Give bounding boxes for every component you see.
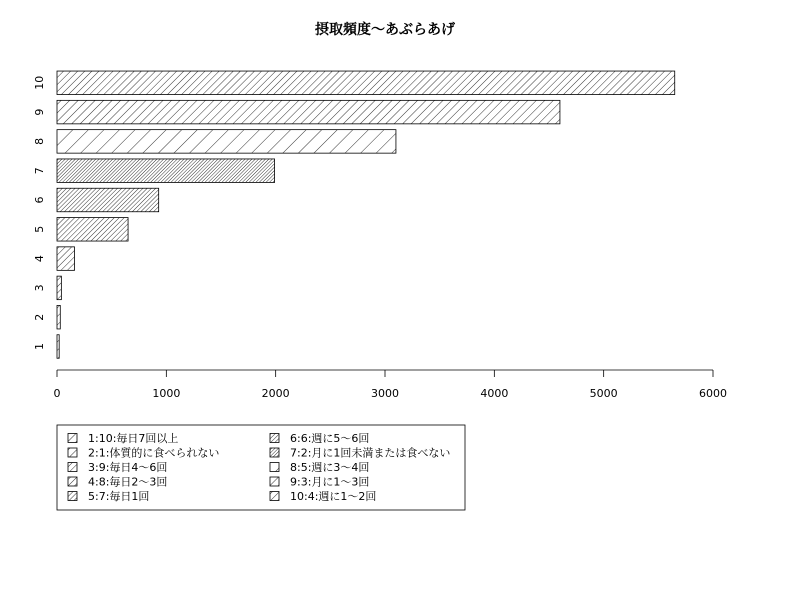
legend-label: 6:6:週に5〜6回	[290, 432, 370, 445]
bar-10	[57, 71, 675, 95]
legend-swatch	[270, 492, 279, 501]
bars-layer	[57, 71, 675, 358]
legend-label: 5:7:毎日1回	[88, 490, 150, 503]
legend-swatch	[68, 477, 77, 486]
bar-6	[57, 188, 159, 212]
legend-label: 8:5:週に3〜4回	[290, 461, 370, 474]
y-tick-label: 7	[33, 167, 46, 175]
legend-swatch	[68, 434, 77, 443]
legend-swatch	[270, 434, 279, 443]
bar-5	[57, 218, 128, 242]
legend-label: 4:8:毎日2〜3回	[88, 475, 168, 489]
y-tick-label: 5	[33, 225, 46, 233]
legend	[57, 425, 465, 510]
x-tick-label: 3000	[371, 387, 399, 400]
legend-label: 2:1:体質的に食べられない	[88, 446, 220, 460]
x-tick-label: 2000	[261, 387, 290, 400]
y-tick-labels	[33, 76, 46, 350]
y-tick-label: 8	[33, 137, 46, 145]
legend-label: 9:3:月に1〜3回	[290, 475, 370, 489]
x-tick-label: 0	[53, 387, 61, 400]
y-tick-label: 4	[33, 255, 46, 263]
legend-swatch	[270, 463, 279, 472]
y-tick-label: 2	[33, 313, 46, 321]
chart-title: 摂取頻度〜あぶらあげ	[315, 22, 455, 38]
y-tick-label: 6	[33, 196, 46, 204]
bar-8	[57, 130, 396, 154]
legend-swatch	[270, 477, 279, 486]
x-axis	[54, 370, 728, 400]
y-tick-label: 3	[33, 284, 46, 292]
legend-label: 10:4:週に1〜2回	[290, 490, 377, 503]
legend-swatch	[68, 463, 77, 472]
y-tick-label: 10	[33, 75, 46, 90]
legend-label: 7:2:月に1回未満または食べない	[290, 446, 451, 460]
x-tick-label: 4000	[480, 387, 509, 400]
bar-3	[57, 276, 61, 300]
bar-2	[57, 305, 60, 329]
legend-swatch	[270, 448, 279, 457]
bar-9	[57, 100, 560, 124]
legend-swatch	[68, 492, 77, 501]
bar-7	[57, 159, 275, 183]
bar-4	[57, 247, 74, 271]
legend-label: 3:9:毎日4〜6回	[88, 461, 168, 474]
x-tick-label: 5000	[589, 387, 618, 400]
x-tick-label: 6000	[699, 387, 727, 400]
legend-label: 1:10:毎日7回以上	[88, 432, 179, 445]
bar-1	[57, 335, 59, 359]
x-tick-label: 1000	[152, 387, 181, 400]
y-tick-label: 9	[33, 108, 46, 116]
y-tick-label: 1	[33, 343, 46, 350]
legend-swatch	[68, 448, 77, 457]
